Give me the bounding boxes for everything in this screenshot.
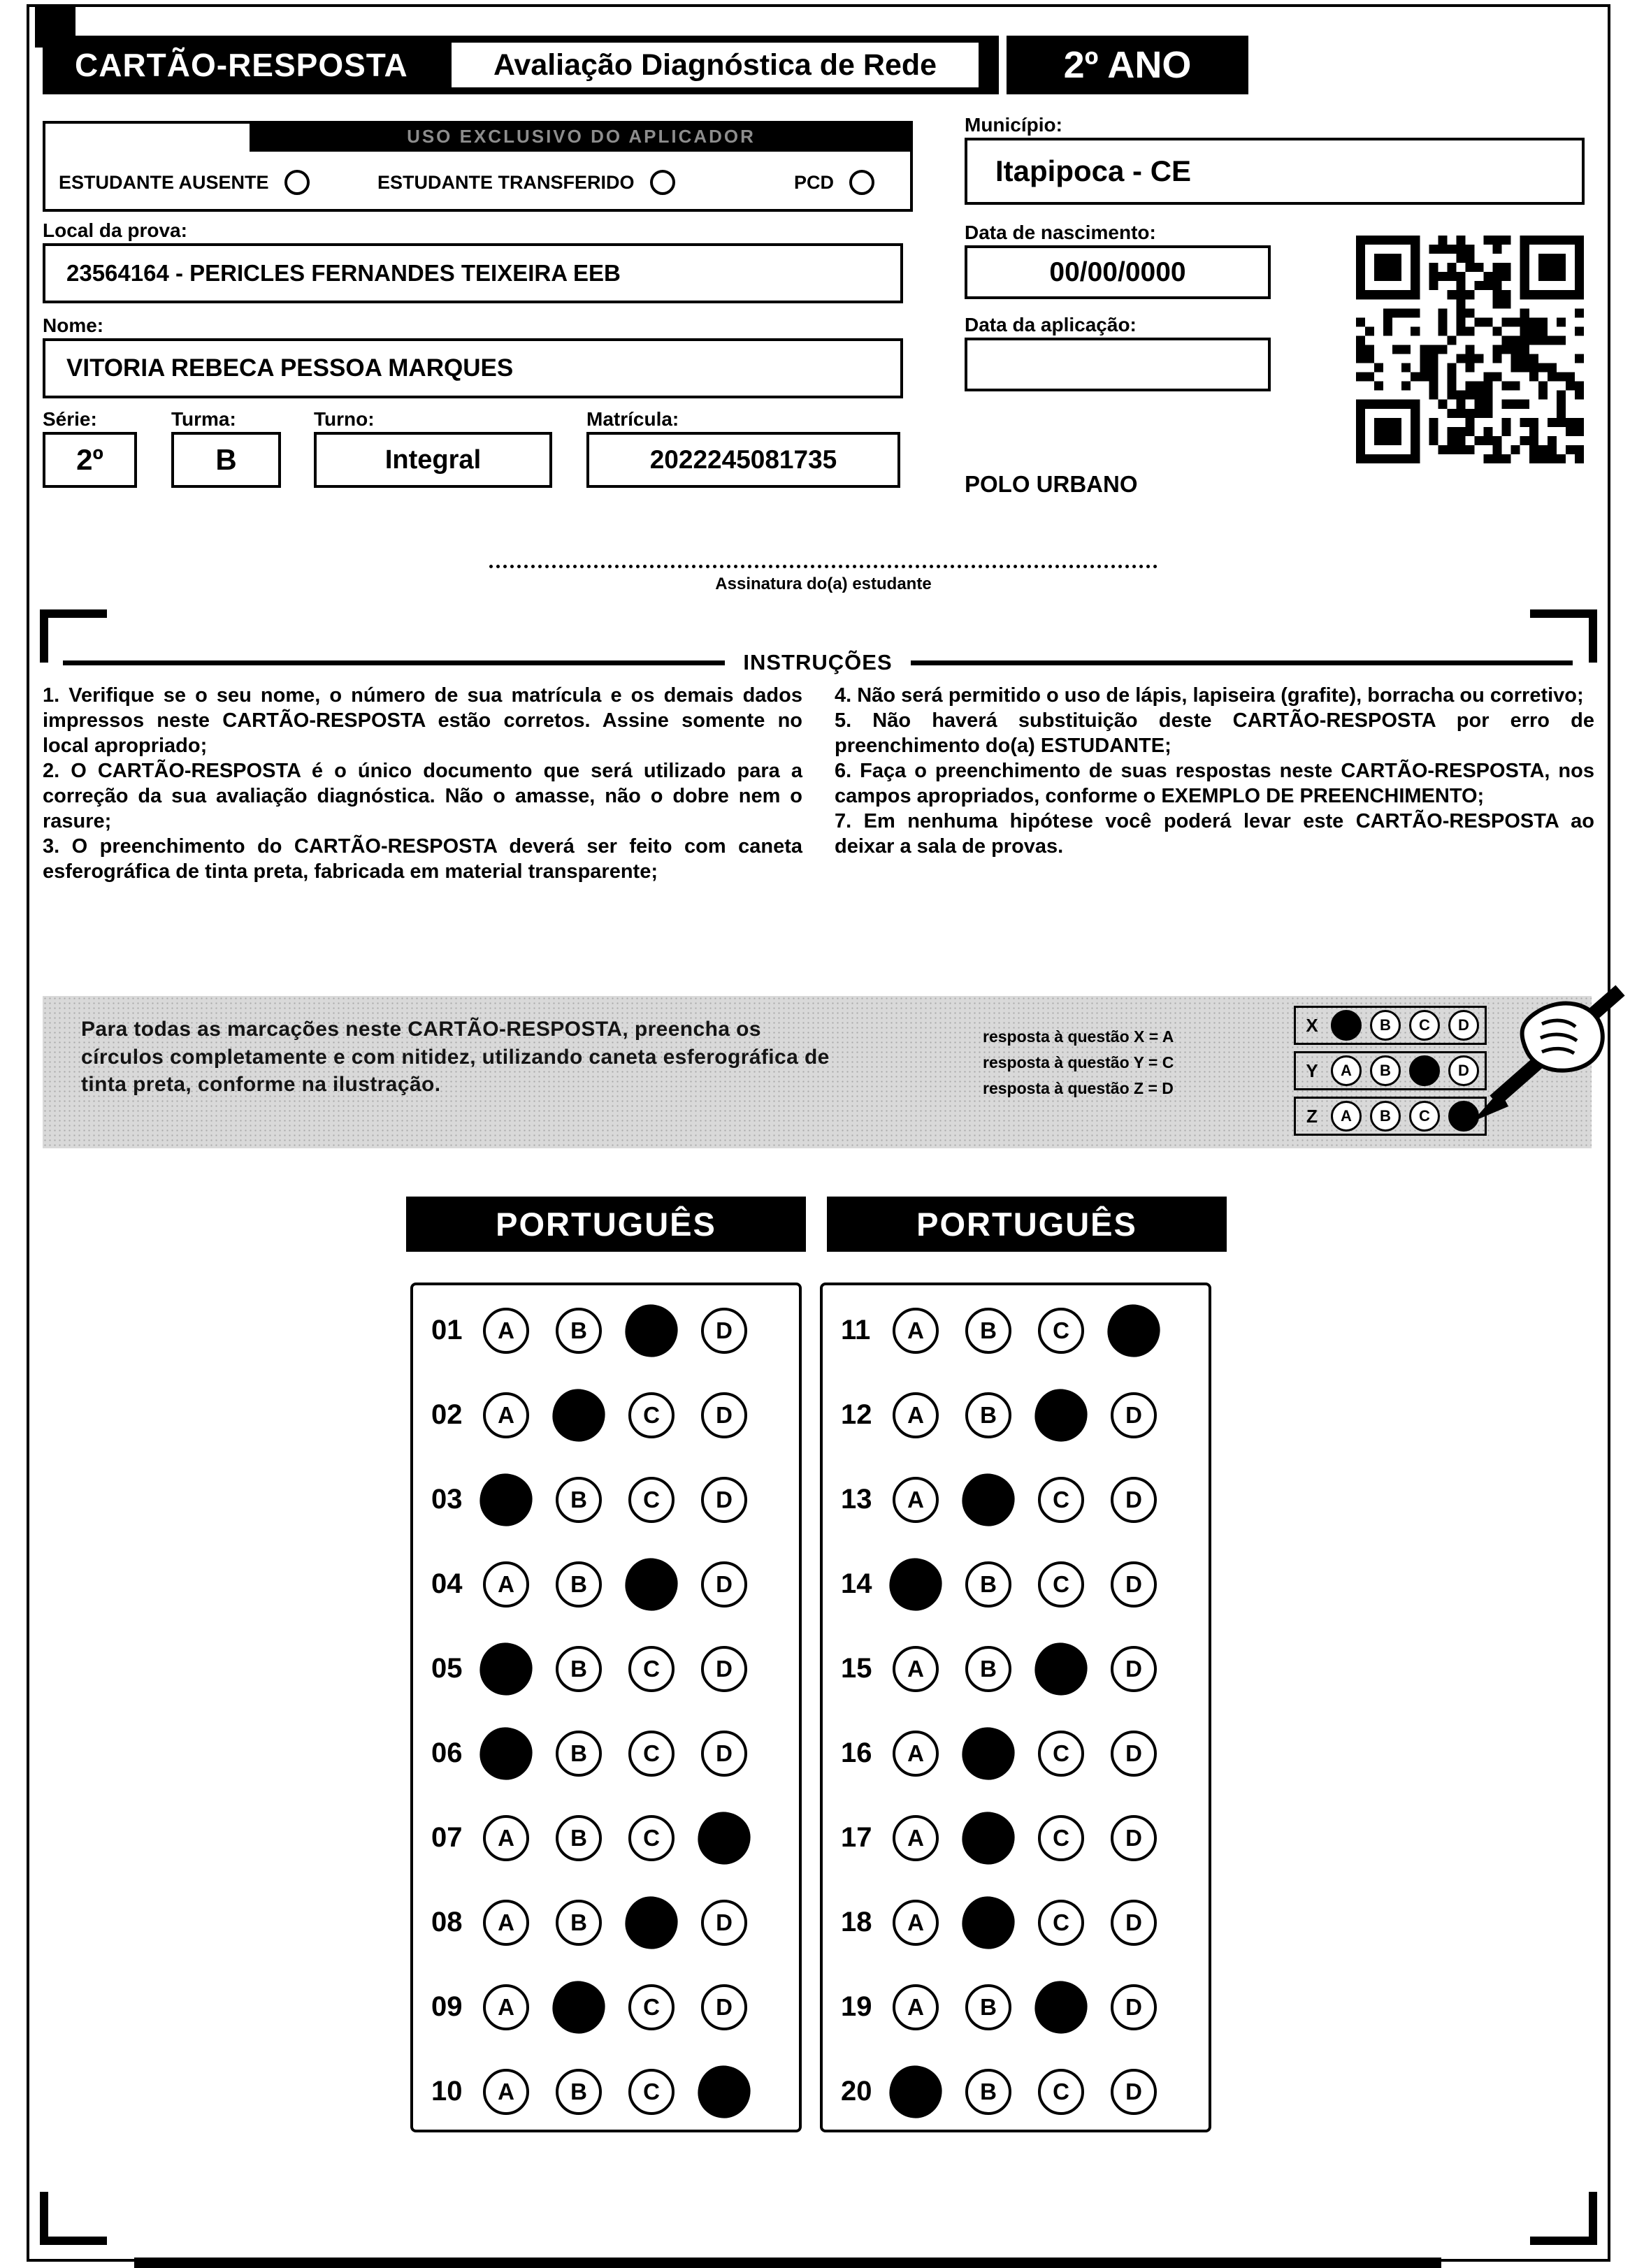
answer-row-05: [413, 1626, 799, 1711]
example-row-label: Z: [1306, 1105, 1318, 1127]
polo-urbano-text: POLO URBANO: [965, 471, 1138, 497]
answer-bubble-09-D[interactable]: D: [701, 1984, 747, 2030]
registration-mark-bottom-bar: [134, 2258, 1441, 2268]
answer-bubble-11-C[interactable]: C: [1038, 1308, 1084, 1354]
question-number: 09: [431, 1991, 463, 2022]
question-number: 18: [841, 1907, 872, 1937]
answer-bubble-02-A[interactable]: A: [483, 1392, 529, 1438]
hand-with-pen-illustration: [1430, 975, 1637, 1143]
instruction-item: 3. O preenchimento do CARTÃO-RESPOSTA deverá ser feito com caneta esferográfica de tinta preta, fabricada em material transparente;: [43, 835, 802, 883]
answer-grid-questions-01-10: [410, 1283, 802, 2132]
question-number: 11: [841, 1315, 871, 1345]
example-bubble-Z-B: B: [1370, 1101, 1401, 1132]
answer-bubble-05-A[interactable]: [479, 1642, 532, 1695]
answer-row-08: [413, 1880, 799, 1965]
example-bubble-Y-D: D: [1448, 1055, 1479, 1086]
answer-bubble-12-B[interactable]: B: [965, 1392, 1011, 1438]
question-number: 17: [841, 1822, 872, 1853]
circle-icon[interactable]: [284, 170, 310, 195]
answer-row-17: [823, 1796, 1209, 1880]
answer-bubble-10-C[interactable]: C: [628, 2069, 675, 2115]
answer-bubble-17-A[interactable]: A: [893, 1815, 939, 1861]
checkbox-label: ESTUDANTE TRANSFERIDO: [377, 171, 635, 193]
answer-bubble-11-B[interactable]: B: [965, 1308, 1011, 1354]
example-bubble-Z-A: A: [1331, 1101, 1362, 1132]
answer-bubble-06-B[interactable]: B: [556, 1731, 602, 1777]
answer-bubble-05-B[interactable]: B: [556, 1646, 602, 1692]
answer-bubble-12-A[interactable]: A: [893, 1392, 939, 1438]
answer-bubble-02-C[interactable]: C: [628, 1392, 675, 1438]
subject-header-portugues-2: PORTUGUÊS: [827, 1197, 1227, 1252]
instruction-item: 2. O CARTÃO-RESPOSTA é o único documento que será utilizado para a correção da sua avaliação diagnóstica. Não o amasse, não o dobre nem o rasure;: [43, 759, 802, 832]
answer-bubble-02-B[interactable]: [552, 1389, 605, 1441]
instructions-header: [63, 650, 1573, 675]
filling-example-band: [43, 996, 1592, 1148]
answer-bubble-03-C[interactable]: C: [628, 1477, 675, 1523]
applicator-section-title: USO EXCLUSIVO DO APLICADOR: [250, 121, 913, 152]
answer-bubble-05-C[interactable]: C: [628, 1646, 675, 1692]
answer-bubble-04-B[interactable]: B: [556, 1561, 602, 1608]
answer-row-04: [413, 1542, 799, 1626]
data-aplicacao-field[interactable]: [965, 338, 1271, 391]
signature-label: Assinatura do(a) estudante: [715, 575, 932, 593]
answer-bubble-07-D[interactable]: [698, 1812, 750, 1864]
answer-bubble-10-A[interactable]: A: [483, 2069, 529, 2115]
example-bubble-Y-A: A: [1331, 1055, 1362, 1086]
answer-bubble-06-D[interactable]: D: [701, 1731, 747, 1777]
local-da-prova-value: 23564164 - PERICLES FERNANDES TEIXEIRA EEB: [43, 243, 903, 303]
answer-bubble-11-D[interactable]: [1107, 1304, 1160, 1357]
answer-bubble-20-B[interactable]: B: [965, 2069, 1011, 2115]
answer-bubble-17-D[interactable]: D: [1111, 1815, 1157, 1861]
answer-bubble-10-B[interactable]: B: [556, 2069, 602, 2115]
answer-row-18: [823, 1880, 1209, 1965]
example-legend: [983, 1024, 1174, 1101]
example-bubble-X-A: [1331, 1010, 1362, 1041]
question-number: 08: [431, 1907, 463, 1937]
answer-row-06: [413, 1711, 799, 1796]
question-number: 02: [431, 1399, 463, 1430]
answer-bubble-10-D[interactable]: [698, 2065, 750, 2118]
answer-bubble-15-A[interactable]: A: [893, 1646, 939, 1692]
answer-bubble-16-A[interactable]: A: [893, 1731, 939, 1777]
answer-bubble-16-B[interactable]: [962, 1727, 1014, 1779]
question-number: 15: [841, 1653, 872, 1684]
answer-bubble-18-C[interactable]: C: [1038, 1900, 1084, 1946]
circle-icon[interactable]: [849, 170, 874, 195]
checkbox-label: PCD: [794, 171, 835, 193]
turno-label: Turno:: [314, 408, 375, 430]
instruction-item: 4. Não será permitido o uso de lápis, lapiseira (grafite), borracha ou corretivo;: [835, 684, 1584, 707]
answer-bubble-20-C[interactable]: C: [1038, 2069, 1084, 2115]
checkbox-pcd[interactable]: [794, 170, 874, 195]
answer-bubble-03-A[interactable]: [479, 1473, 532, 1526]
answer-row-20: [823, 2049, 1209, 2134]
instructions-left-column: [43, 684, 802, 885]
legend-line-y: resposta à questão Y = C: [983, 1053, 1174, 1071]
matricula-value: 2022245081735: [586, 432, 900, 488]
answer-row-16: [823, 1711, 1209, 1796]
answer-bubble-02-D[interactable]: D: [701, 1392, 747, 1438]
answer-row-19: [823, 1965, 1209, 2049]
question-number: 06: [431, 1738, 463, 1768]
answer-bubble-13-C[interactable]: C: [1038, 1477, 1084, 1523]
answer-row-15: [823, 1626, 1209, 1711]
example-bubble-X-C: C: [1409, 1010, 1440, 1041]
answer-bubble-17-B[interactable]: [962, 1812, 1014, 1864]
answer-bubble-19-B[interactable]: B: [965, 1984, 1011, 2030]
answer-bubble-19-C[interactable]: [1034, 1981, 1087, 2033]
subject-header-portugues-1: PORTUGUÊS: [406, 1197, 806, 1252]
example-bubble-X-B: B: [1370, 1010, 1401, 1041]
answer-bubble-15-B[interactable]: B: [965, 1646, 1011, 1692]
answer-bubble-01-D[interactable]: D: [701, 1308, 747, 1354]
legend-line-z: resposta à questão Z = D: [983, 1078, 1174, 1097]
answer-bubble-09-C[interactable]: C: [628, 1984, 675, 2030]
example-bubble-Y-B: B: [1370, 1055, 1401, 1086]
answer-row-12: [823, 1373, 1209, 1457]
answer-bubble-08-C[interactable]: [625, 1896, 677, 1949]
answer-bubble-17-C[interactable]: C: [1038, 1815, 1084, 1861]
corner-bracket-bottom-right: [1530, 2192, 1597, 2245]
divider-line: [63, 660, 725, 665]
question-number: 14: [841, 1568, 872, 1599]
answer-bubble-04-C[interactable]: [625, 1558, 677, 1610]
municipio-label: Município:: [965, 114, 1062, 136]
checkbox-estudante-transferido[interactable]: [377, 170, 675, 195]
legend-line-x: resposta à questão X = A: [983, 1027, 1174, 1046]
answer-bubble-13-B[interactable]: [962, 1473, 1014, 1526]
answer-bubble-09-B[interactable]: [552, 1981, 605, 2033]
instruction-item: 5. Não haverá substituição deste CARTÃO-RESPOSTA por erro de preenchimento do(a) ESTUDANTE;: [835, 709, 1594, 757]
example-row-label: X: [1306, 1014, 1318, 1036]
answer-row-10: [413, 2049, 799, 2134]
example-bubble-Z-C: C: [1409, 1101, 1440, 1132]
answer-bubble-06-A[interactable]: [479, 1727, 532, 1779]
nome-value: VITORIA REBECA PESSOA MARQUES: [43, 338, 903, 398]
answer-bubble-14-B[interactable]: B: [965, 1561, 1011, 1608]
answer-bubble-15-D[interactable]: D: [1111, 1646, 1157, 1692]
answer-bubble-04-D[interactable]: D: [701, 1561, 747, 1608]
answer-bubble-14-A[interactable]: [889, 1558, 942, 1610]
answer-bubble-12-D[interactable]: D: [1111, 1392, 1157, 1438]
answer-bubble-20-A[interactable]: [889, 2065, 942, 2118]
question-number: 07: [431, 1822, 463, 1853]
answer-grid-questions-11-20: [820, 1283, 1211, 2132]
matricula-label: Matrícula:: [586, 408, 679, 430]
circle-icon[interactable]: [650, 170, 675, 195]
checkbox-label: ESTUDANTE AUSENTE: [59, 171, 269, 193]
question-number: 04: [431, 1568, 463, 1599]
question-number: 13: [841, 1484, 872, 1515]
answer-row-14: [823, 1542, 1209, 1626]
answer-bubble-16-C[interactable]: C: [1038, 1731, 1084, 1777]
answer-bubble-07-B[interactable]: B: [556, 1815, 602, 1861]
data-nascimento-value: 00/00/0000: [965, 245, 1271, 299]
answer-bubble-14-D[interactable]: D: [1111, 1561, 1157, 1608]
qr-code: [1356, 236, 1584, 463]
answer-row-01: [413, 1288, 799, 1373]
answer-bubble-16-D[interactable]: D: [1111, 1731, 1157, 1777]
serie-value: 2º: [43, 432, 137, 488]
example-row-label: Y: [1306, 1060, 1318, 1081]
instructions-title: INSTRUÇÕES: [743, 650, 893, 674]
answer-bubble-09-A[interactable]: A: [483, 1984, 529, 2030]
instruction-item: 6. Faça o preenchimento de suas respostas neste CARTÃO-RESPOSTA, nos campos apropriados, conforme o EXEMPLO DE PREENCHIMENTO;: [835, 759, 1594, 807]
answer-bubble-01-C[interactable]: [625, 1304, 677, 1357]
checkbox-estudante-ausente[interactable]: [59, 170, 310, 195]
answer-bubble-19-D[interactable]: D: [1111, 1984, 1157, 2030]
signature-line[interactable]: [489, 565, 1158, 568]
card-title: CARTÃO-RESPOSTA: [75, 47, 408, 83]
turma-label: Turma:: [171, 408, 236, 430]
question-number: 05: [431, 1653, 463, 1684]
answer-bubble-01-B[interactable]: B: [556, 1308, 602, 1354]
answer-bubble-18-D[interactable]: D: [1111, 1900, 1157, 1946]
filling-instructions-text: Para todas as marcações neste CARTÃO-RESPOSTA, preencha os círculos completamente e com nitidez, utilizando caneta esferográfica de tinta preta, conforme na ilustração.: [81, 1018, 830, 1097]
answer-bubble-07-A[interactable]: A: [483, 1815, 529, 1861]
answer-bubble-18-A[interactable]: A: [893, 1900, 939, 1946]
serie-label: Série:: [43, 408, 97, 430]
instructions-columns: [43, 684, 1594, 885]
example-bubble-X-D: D: [1448, 1010, 1479, 1041]
municipio-value: Itapipoca - CE: [965, 138, 1585, 205]
answer-row-07: [413, 1796, 799, 1880]
question-number: 10: [431, 2076, 463, 2107]
answer-bubble-15-C[interactable]: [1034, 1642, 1087, 1695]
answer-bubble-13-D[interactable]: D: [1111, 1477, 1157, 1523]
question-number: 01: [431, 1315, 463, 1345]
question-number: 19: [841, 1991, 872, 2022]
answer-bubble-04-A[interactable]: A: [483, 1561, 529, 1608]
answer-bubble-03-D[interactable]: D: [701, 1477, 747, 1523]
answer-bubble-01-A[interactable]: A: [483, 1308, 529, 1354]
answer-bubble-18-B[interactable]: [962, 1896, 1014, 1949]
answer-bubble-06-C[interactable]: C: [628, 1731, 675, 1777]
answer-row-13: [823, 1457, 1209, 1542]
turma-value: B: [171, 432, 281, 488]
exam-title-box: Avaliação Diagnóstica de Rede: [449, 40, 981, 90]
instruction-item: 1. Verifique se o seu nome, o número de sua matrícula e os demais dados impressos neste CARTÃO-RESPOSTA estão corretos. Assine somente no local apropriado;: [43, 684, 802, 757]
answer-bubble-12-C[interactable]: [1034, 1389, 1087, 1441]
answer-bubble-11-A[interactable]: A: [893, 1308, 939, 1354]
answer-bubble-19-A[interactable]: A: [893, 1984, 939, 2030]
data-nascimento-label: Data de nascimento:: [965, 222, 1156, 243]
instruction-item: 7. Em nenhuma hipótese você poderá levar este CARTÃO-RESPOSTA ao deixar a sala de provas.: [835, 809, 1594, 858]
answer-bubble-03-B[interactable]: B: [556, 1477, 602, 1523]
question-number: 20: [841, 2076, 872, 2107]
answer-row-03: [413, 1457, 799, 1542]
instructions-right-column: [835, 684, 1594, 885]
grade-badge: 2º ANO: [1007, 36, 1248, 94]
question-number: 12: [841, 1399, 872, 1430]
local-da-prova-label: Local da prova:: [43, 219, 187, 241]
nome-label: Nome:: [43, 315, 104, 336]
divider-line: [911, 660, 1573, 665]
turno-value: Integral: [314, 432, 552, 488]
question-number: 16: [841, 1738, 872, 1768]
answer-bubble-14-C[interactable]: C: [1038, 1561, 1084, 1608]
answer-bubble-13-A[interactable]: A: [893, 1477, 939, 1523]
answer-bubble-05-D[interactable]: D: [701, 1646, 747, 1692]
answer-row-11: [823, 1288, 1209, 1373]
answer-bubble-20-D[interactable]: D: [1111, 2069, 1157, 2115]
answer-bubble-07-C[interactable]: C: [628, 1815, 675, 1861]
question-number: 03: [431, 1484, 463, 1515]
corner-bracket-bottom-left: [40, 2192, 107, 2245]
answer-bubble-08-B[interactable]: B: [556, 1900, 602, 1946]
data-aplicacao-label: Data da aplicação:: [965, 314, 1137, 335]
answer-row-09: [413, 1965, 799, 2049]
answer-row-02: [413, 1373, 799, 1457]
answer-bubble-08-D[interactable]: D: [701, 1900, 747, 1946]
answer-bubble-08-A[interactable]: A: [483, 1900, 529, 1946]
